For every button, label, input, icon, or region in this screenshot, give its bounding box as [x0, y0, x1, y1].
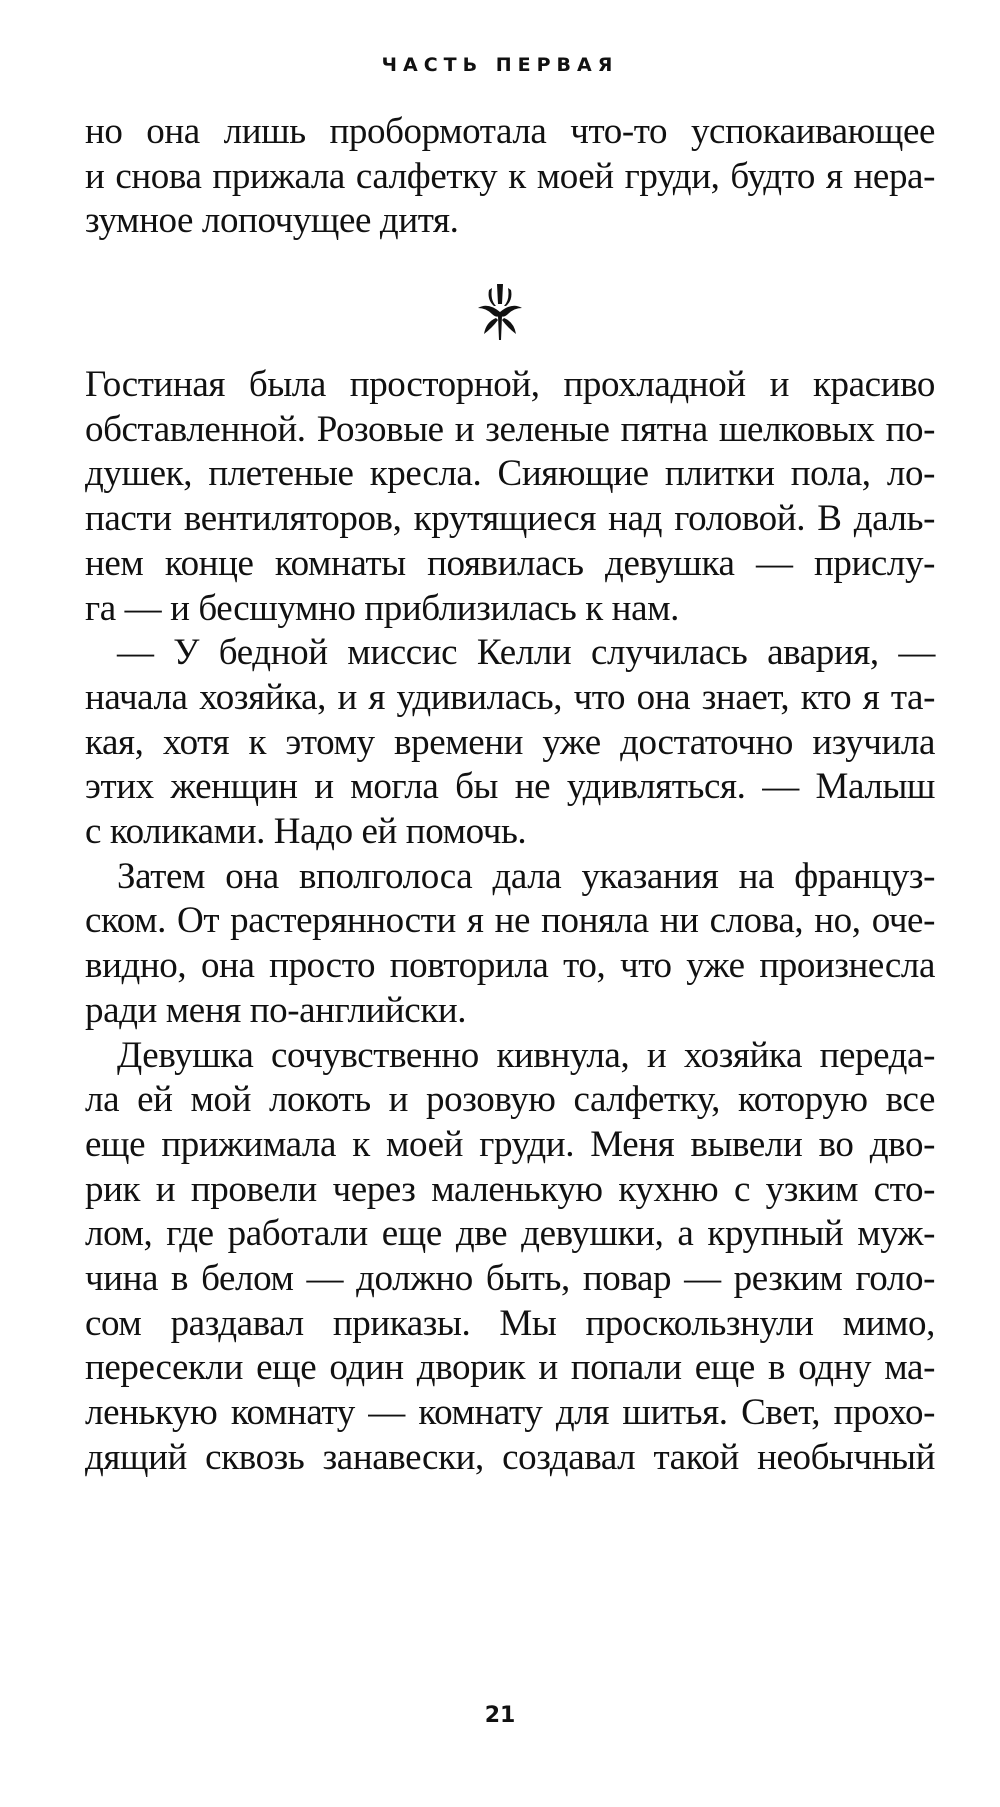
text-line: зумное лопочущее дитя.	[85, 200, 459, 242]
paragraph	[85, 855, 935, 1034]
text-line: пересекли еще один дворик и попали еще в одну ма-	[85, 1347, 935, 1389]
text-line: ленькую комнату — комнату для шитья. Свет, прохо-	[85, 1392, 935, 1434]
text-line: га — и бесшумно приблизилась к нам.	[85, 587, 679, 629]
text-line: ради меня по-английски.	[85, 989, 467, 1031]
text-line: и снова прижала салфетку к моей груди, будто я нера-	[85, 155, 935, 197]
text-line: дящий сквозь занавески, создавал такой необычный	[85, 1436, 935, 1478]
text-line: еще прижимала к моей груди. Меня вывели во дво-	[85, 1123, 935, 1165]
paragraph	[85, 631, 935, 855]
text-line: чина в белом — должно быть, повар — резким голо-	[85, 1258, 935, 1300]
text-line: нем конце комнаты появилась девушка — прислу-	[85, 542, 935, 584]
text-line: ла ей мой локоть и розовую салфетку, которую все	[85, 1079, 935, 1121]
text-line: рик и провели через маленькую кухню с узким сто-	[85, 1168, 935, 1210]
text-line: начала хозяйка, и я удивилась, что она знает, кто я та-	[85, 676, 935, 718]
paragraph	[85, 363, 935, 631]
text-line: Затем она вполголоса дала указания на француз-	[117, 855, 935, 897]
body-text	[85, 363, 935, 1481]
text-line: но она лишь пробормотала что-то успокаивающее	[85, 111, 935, 152]
text-line: душек, плетеные кресла. Сияющие плитки пола, ло-	[85, 453, 935, 495]
text-line: лом, где работали еще две девушки, а крупный муж-	[85, 1213, 935, 1255]
text-line: с коликами. Надо ей помочь.	[85, 811, 527, 853]
page-number: 21	[484, 1703, 516, 1728]
text-line: обставленной. Розовые и зеленые пятна шелковых по-	[85, 408, 935, 450]
floral-ornament-icon	[470, 282, 530, 342]
continuation-paragraph	[85, 110, 935, 244]
text-line: видно, она просто повторила то, что уже произнесла	[85, 945, 935, 987]
text-line: — У бедной миссис Келли случилась авария, —	[117, 632, 935, 674]
text-line: Гостиная была просторной, прохладной и красиво	[85, 364, 935, 405]
text-line: сом раздавал приказы. Мы проскользнули мимо,	[85, 1302, 935, 1344]
paragraph	[85, 1034, 935, 1481]
running-header: ЧАСТЬ ПЕРВАЯ	[381, 54, 619, 76]
text-line: кая, хотя к этому времени уже достаточно изучила	[85, 721, 935, 763]
text-line: ском. От растерянности я не поняла ни слова, но, оче-	[85, 900, 935, 942]
text-line: Девушка сочувственно кивнула, и хозяйка переда-	[117, 1034, 935, 1076]
text-line: этих женщин и могла бы не удивляться. — Малыш	[85, 766, 935, 808]
text-line: пасти вентиляторов, крутящиеся над головой. В даль-	[85, 498, 935, 540]
